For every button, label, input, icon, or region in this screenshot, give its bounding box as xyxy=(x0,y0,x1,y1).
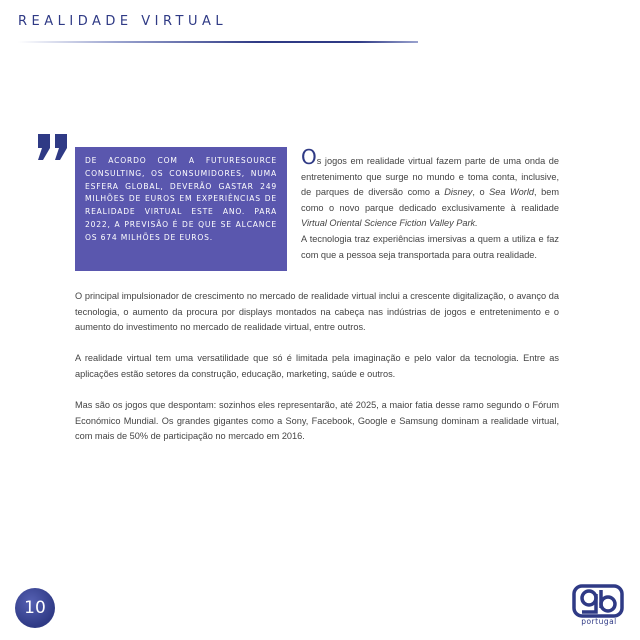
intro-text-c: , bem como o novo parque dedicado exclusivamente à realidade xyxy=(301,187,559,213)
quote-text: DE ACORDO COM A FUTURESOURCE CONSULTING, OS CONSUMIDORES, NUMA ESFERA GLOBAL, DEVERÃO GASTAR 249 MILHÕES DE EUROS EM EXPERIÊNCIAS DE REALIDADE VIRTUAL ESTE ANO. PARA 2022, A PREVISÃO É DE QUE SE ALCANCE OS 674 MILHÕES DE EUROS. xyxy=(85,156,277,242)
quote-icon xyxy=(36,132,70,162)
intro-text xyxy=(301,145,559,263)
logo-text: portugal xyxy=(581,617,617,626)
page-number: 10 xyxy=(24,598,46,618)
intro-park: Virtual Oriental Science Fiction Valley Park. xyxy=(301,218,478,229)
quote-box xyxy=(75,147,287,271)
intro-text-a: s jogos em realidade virtual fazem parte de uma onda de entretenimento que surge no mundo e toma conta, inclusive, de parques de diversão como a xyxy=(301,156,559,198)
intro-seaworld: Sea World xyxy=(489,187,534,198)
body-paragraph-1: O principal impulsionador de crescimento no mercado de realidade virtual inclui a crescente digitalização, o avanço da tecnologia, o aumento da procura por displays montados na cabeça nas indústrias de jogos e entretenimento e o aumento do investimento no mercado de realidade virtual, entre outros. xyxy=(75,291,559,333)
drop-cap: O xyxy=(301,145,317,169)
body-paragraph-3: Mas são os jogos que despontam: sozinhos eles representarão, até 2025, a maior fatia desse ramo segundo o Fórum Económico Mundial. Os grandes gigantes como a Sony, Facebook, Google e Samsung dominam a realidade virtual, com mais de 50% de participação no mercado em 2016. xyxy=(75,400,559,442)
page-number-badge xyxy=(15,588,55,628)
intro-text-b: , o xyxy=(472,187,490,198)
intro-paragraph-2: A tecnologia traz experiências imersivas a quem a utiliza e faz com que a pessoa seja transportada para outra realidade. xyxy=(301,233,559,260)
header-title: REALIDADE VIRTUAL xyxy=(18,14,228,29)
body-paragraph-2: A realidade virtual tem uma versatilidade que só é limitada pela imaginação e pelo valor da tecnologia. Entre as aplicações estão setores da construção, educação, marketing, saúde e outros. xyxy=(75,353,559,379)
intro-paragraph-1 xyxy=(301,145,559,232)
intro-disney: Disney xyxy=(444,187,473,198)
header-rule xyxy=(18,41,418,43)
